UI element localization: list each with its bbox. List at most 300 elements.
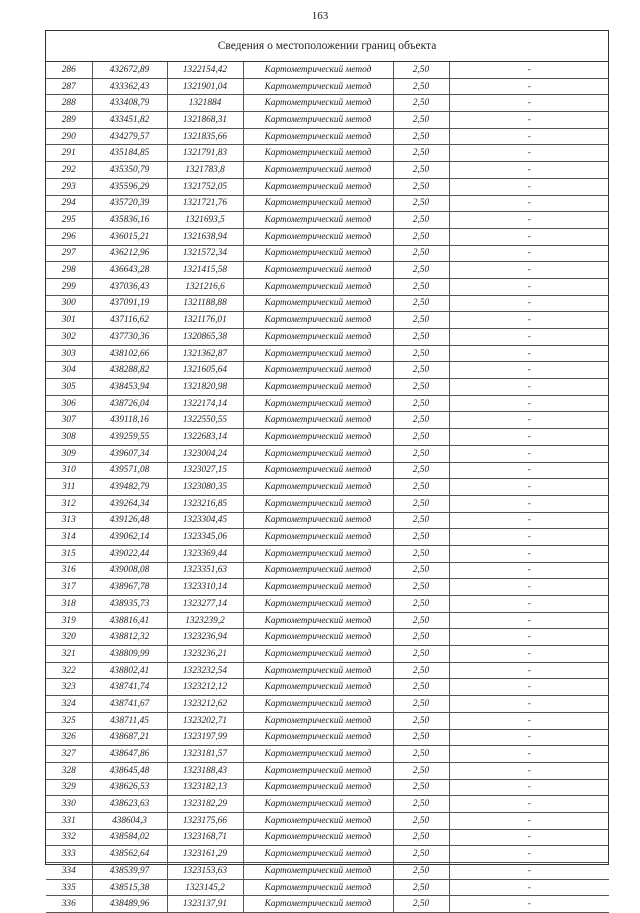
description-cell: - [449, 62, 609, 78]
point-number-cell: 322 [46, 662, 92, 679]
y-coordinate-cell: 1323236,94 [167, 629, 243, 646]
description-cell: - [449, 612, 609, 629]
table-row [46, 178, 609, 195]
description-cell: - [449, 395, 609, 412]
accuracy-cell: 2,50 [393, 679, 449, 696]
x-coordinate-cell: 438626,53 [92, 779, 167, 796]
x-coordinate-cell: 439008,08 [92, 562, 167, 579]
y-coordinate-cell: 1321638,94 [167, 228, 243, 245]
method-cell: Картометрический метод [243, 195, 393, 212]
y-coordinate-cell: 1323153,63 [167, 863, 243, 880]
point-number-cell: 286 [46, 62, 92, 78]
method-cell: Картометрический метод [243, 462, 393, 479]
y-coordinate-cell: 1321693,5 [167, 212, 243, 229]
point-number-cell: 313 [46, 512, 92, 529]
y-coordinate-cell: 1321752,05 [167, 178, 243, 195]
method-cell: Картометрический метод [243, 863, 393, 880]
description-cell: - [449, 362, 609, 379]
point-number-cell: 333 [46, 846, 92, 863]
description-cell: - [449, 195, 609, 212]
y-coordinate-cell: 1323181,57 [167, 746, 243, 763]
accuracy-cell: 2,50 [393, 95, 449, 112]
table-row [46, 78, 609, 95]
y-coordinate-cell: 1322174,14 [167, 395, 243, 412]
table-row [46, 596, 609, 613]
point-number-cell: 311 [46, 479, 92, 496]
accuracy-cell: 2,50 [393, 312, 449, 329]
accuracy-cell: 2,50 [393, 479, 449, 496]
y-coordinate-cell: 1321188,88 [167, 295, 243, 312]
x-coordinate-cell: 438562,64 [92, 846, 167, 863]
accuracy-cell: 2,50 [393, 863, 449, 880]
y-coordinate-cell: 1323236,21 [167, 646, 243, 663]
method-cell: Картометрический метод [243, 95, 393, 112]
y-coordinate-cell: 1321721,76 [167, 195, 243, 212]
point-number-cell: 290 [46, 128, 92, 145]
description-cell: - [449, 112, 609, 129]
y-coordinate-cell: 1321884 [167, 95, 243, 112]
table-row [46, 395, 609, 412]
point-number-cell: 310 [46, 462, 92, 479]
y-coordinate-cell: 1321216,6 [167, 278, 243, 295]
method-cell: Картометрический метод [243, 345, 393, 362]
accuracy-cell: 2,50 [393, 746, 449, 763]
y-coordinate-cell: 1321783,8 [167, 162, 243, 179]
method-cell: Картометрический метод [243, 629, 393, 646]
table-row [46, 612, 609, 629]
y-coordinate-cell: 1323027,15 [167, 462, 243, 479]
table-row [46, 646, 609, 663]
method-cell: Картометрический метод [243, 812, 393, 829]
y-coordinate-cell: 1323216,85 [167, 495, 243, 512]
method-cell: Картометрический метод [243, 679, 393, 696]
accuracy-cell: 2,50 [393, 212, 449, 229]
table-row [46, 412, 609, 429]
table-row [46, 312, 609, 329]
accuracy-cell: 2,50 [393, 579, 449, 596]
y-coordinate-cell: 1323202,71 [167, 712, 243, 729]
table-row [46, 379, 609, 396]
accuracy-cell: 2,50 [393, 178, 449, 195]
point-number-cell: 317 [46, 579, 92, 596]
table-row [46, 162, 609, 179]
accuracy-cell: 2,50 [393, 112, 449, 129]
method-cell: Картометрический метод [243, 312, 393, 329]
x-coordinate-cell: 438802,41 [92, 662, 167, 679]
table-title: Сведения о местоположении границ объекта [46, 31, 608, 62]
point-number-cell: 296 [46, 228, 92, 245]
x-coordinate-cell: 438687,21 [92, 729, 167, 746]
description-cell: - [449, 412, 609, 429]
table-row [46, 562, 609, 579]
method-cell: Картометрический метод [243, 696, 393, 713]
x-coordinate-cell: 439118,16 [92, 412, 167, 429]
table-row [46, 95, 609, 112]
x-coordinate-cell: 438645,48 [92, 762, 167, 779]
table-row [46, 796, 609, 813]
method-cell: Картометрический метод [243, 445, 393, 462]
description-cell: - [449, 512, 609, 529]
method-cell: Картометрический метод [243, 362, 393, 379]
table-row [46, 662, 609, 679]
method-cell: Картометрический метод [243, 78, 393, 95]
point-number-cell: 287 [46, 78, 92, 95]
method-cell: Картометрический метод [243, 879, 393, 896]
y-coordinate-cell: 1321868,31 [167, 112, 243, 129]
point-number-cell: 298 [46, 262, 92, 279]
x-coordinate-cell: 435350,79 [92, 162, 167, 179]
method-cell: Картометрический метод [243, 212, 393, 229]
table-row [46, 529, 609, 546]
description-cell: - [449, 78, 609, 95]
accuracy-cell: 2,50 [393, 395, 449, 412]
description-cell: - [449, 846, 609, 863]
description-cell: - [449, 178, 609, 195]
y-coordinate-cell: 1323182,29 [167, 796, 243, 813]
point-number-cell: 328 [46, 762, 92, 779]
accuracy-cell: 2,50 [393, 245, 449, 262]
table-row [46, 479, 609, 496]
y-coordinate-cell: 1323175,66 [167, 812, 243, 829]
accuracy-cell: 2,50 [393, 762, 449, 779]
method-cell: Картометрический метод [243, 245, 393, 262]
description-cell: - [449, 545, 609, 562]
table-row [46, 863, 609, 880]
x-coordinate-cell: 435596,29 [92, 178, 167, 195]
method-cell: Картометрический метод [243, 596, 393, 613]
point-number-cell: 292 [46, 162, 92, 179]
coordinates-table-body [46, 62, 609, 913]
table-row [46, 429, 609, 446]
x-coordinate-cell: 437091,19 [92, 295, 167, 312]
accuracy-cell: 2,50 [393, 879, 449, 896]
description-cell: - [449, 95, 609, 112]
x-coordinate-cell: 438604,3 [92, 812, 167, 829]
x-coordinate-cell: 438623,63 [92, 796, 167, 813]
point-number-cell: 289 [46, 112, 92, 129]
y-coordinate-cell: 1323212,62 [167, 696, 243, 713]
accuracy-cell: 2,50 [393, 345, 449, 362]
method-cell: Картометрический метод [243, 612, 393, 629]
method-cell: Картометрический метод [243, 62, 393, 78]
table-row [46, 462, 609, 479]
point-number-cell: 336 [46, 896, 92, 913]
point-number-cell: 305 [46, 379, 92, 396]
y-coordinate-cell: 1321362,87 [167, 345, 243, 362]
x-coordinate-cell: 435184,85 [92, 145, 167, 162]
table-row [46, 712, 609, 729]
description-cell: - [449, 596, 609, 613]
point-number-cell: 302 [46, 329, 92, 346]
y-coordinate-cell: 1321176,01 [167, 312, 243, 329]
method-cell: Картометрический метод [243, 662, 393, 679]
method-cell: Картометрический метод [243, 779, 393, 796]
y-coordinate-cell: 1321605,64 [167, 362, 243, 379]
y-coordinate-cell: 1322154,42 [167, 62, 243, 78]
description-cell: - [449, 896, 609, 913]
y-coordinate-cell: 1321415,58 [167, 262, 243, 279]
table-row [46, 362, 609, 379]
accuracy-cell: 2,50 [393, 796, 449, 813]
x-coordinate-cell: 438102,66 [92, 345, 167, 362]
point-number-cell: 291 [46, 145, 92, 162]
table-row [46, 278, 609, 295]
x-coordinate-cell: 438741,74 [92, 679, 167, 696]
description-cell: - [449, 145, 609, 162]
table-row [46, 696, 609, 713]
method-cell: Картометрический метод [243, 896, 393, 913]
method-cell: Картометрический метод [243, 579, 393, 596]
x-coordinate-cell: 438809,99 [92, 646, 167, 663]
accuracy-cell: 2,50 [393, 329, 449, 346]
x-coordinate-cell: 436212,96 [92, 245, 167, 262]
method-cell: Картометрический метод [243, 746, 393, 763]
point-number-cell: 326 [46, 729, 92, 746]
table-row [46, 195, 609, 212]
method-cell: Картометрический метод [243, 278, 393, 295]
description-cell: - [449, 529, 609, 546]
table-row [46, 729, 609, 746]
table-row [46, 779, 609, 796]
description-cell: - [449, 162, 609, 179]
description-cell: - [449, 495, 609, 512]
point-number-cell: 334 [46, 863, 92, 880]
table-row [46, 629, 609, 646]
accuracy-cell: 2,50 [393, 295, 449, 312]
y-coordinate-cell: 1321901,04 [167, 78, 243, 95]
accuracy-cell: 2,50 [393, 162, 449, 179]
accuracy-cell: 2,50 [393, 529, 449, 546]
method-cell: Картометрический метод [243, 295, 393, 312]
x-coordinate-cell: 438741,67 [92, 696, 167, 713]
y-coordinate-cell: 1323232,54 [167, 662, 243, 679]
point-number-cell: 321 [46, 646, 92, 663]
accuracy-cell: 2,50 [393, 696, 449, 713]
description-cell: - [449, 679, 609, 696]
description-cell: - [449, 128, 609, 145]
accuracy-cell: 2,50 [393, 412, 449, 429]
x-coordinate-cell: 439607,34 [92, 445, 167, 462]
description-cell: - [449, 796, 609, 813]
method-cell: Картометрический метод [243, 762, 393, 779]
method-cell: Картометрический метод [243, 495, 393, 512]
y-coordinate-cell: 1321820,98 [167, 379, 243, 396]
y-coordinate-cell: 1322550,55 [167, 412, 243, 429]
method-cell: Картометрический метод [243, 846, 393, 863]
accuracy-cell: 2,50 [393, 512, 449, 529]
x-coordinate-cell: 432672,89 [92, 62, 167, 78]
y-coordinate-cell: 1323212,12 [167, 679, 243, 696]
coordinates-table [46, 62, 609, 913]
table-row [46, 679, 609, 696]
accuracy-cell: 2,50 [393, 462, 449, 479]
accuracy-cell: 2,50 [393, 228, 449, 245]
method-cell: Картометрический метод [243, 729, 393, 746]
point-number-cell: 301 [46, 312, 92, 329]
description-cell: - [449, 629, 609, 646]
method-cell: Картометрический метод [243, 112, 393, 129]
x-coordinate-cell: 438288,82 [92, 362, 167, 379]
point-number-cell: 325 [46, 712, 92, 729]
point-number-cell: 331 [46, 812, 92, 829]
accuracy-cell: 2,50 [393, 445, 449, 462]
y-coordinate-cell: 1323137,91 [167, 896, 243, 913]
description-cell: - [449, 329, 609, 346]
accuracy-cell: 2,50 [393, 262, 449, 279]
description-cell: - [449, 562, 609, 579]
x-coordinate-cell: 439022,44 [92, 545, 167, 562]
method-cell: Картометрический метод [243, 562, 393, 579]
table-row [46, 145, 609, 162]
x-coordinate-cell: 438584,02 [92, 829, 167, 846]
point-number-cell: 316 [46, 562, 92, 579]
method-cell: Картометрический метод [243, 262, 393, 279]
y-coordinate-cell: 1321835,66 [167, 128, 243, 145]
point-number-cell: 320 [46, 629, 92, 646]
description-cell: - [449, 345, 609, 362]
x-coordinate-cell: 439264,34 [92, 495, 167, 512]
table-row [46, 579, 609, 596]
accuracy-cell: 2,50 [393, 812, 449, 829]
x-coordinate-cell: 439571,08 [92, 462, 167, 479]
point-number-cell: 306 [46, 395, 92, 412]
point-number-cell: 303 [46, 345, 92, 362]
accuracy-cell: 2,50 [393, 896, 449, 913]
y-coordinate-cell: 1323369,44 [167, 545, 243, 562]
method-cell: Картометрический метод [243, 128, 393, 145]
description-cell: - [449, 479, 609, 496]
point-number-cell: 323 [46, 679, 92, 696]
method-cell: Картометрический метод [243, 329, 393, 346]
x-coordinate-cell: 439259,55 [92, 429, 167, 446]
accuracy-cell: 2,50 [393, 596, 449, 613]
page-number: 163 [311, 10, 329, 22]
description-cell: - [449, 696, 609, 713]
method-cell: Картометрический метод [243, 712, 393, 729]
x-coordinate-cell: 436643,28 [92, 262, 167, 279]
point-number-cell: 304 [46, 362, 92, 379]
x-coordinate-cell: 433408,79 [92, 95, 167, 112]
point-number-cell: 324 [46, 696, 92, 713]
x-coordinate-cell: 438726,04 [92, 395, 167, 412]
point-number-cell: 332 [46, 829, 92, 846]
x-coordinate-cell: 438515,38 [92, 879, 167, 896]
accuracy-cell: 2,50 [393, 729, 449, 746]
method-cell: Картометрический метод [243, 479, 393, 496]
x-coordinate-cell: 439482,79 [92, 479, 167, 496]
description-cell: - [449, 863, 609, 880]
description-cell: - [449, 462, 609, 479]
accuracy-cell: 2,50 [393, 195, 449, 212]
point-number-cell: 300 [46, 295, 92, 312]
table-row [46, 345, 609, 362]
table-row [46, 329, 609, 346]
description-cell: - [449, 228, 609, 245]
y-coordinate-cell: 1323188,43 [167, 762, 243, 779]
table-row [46, 879, 609, 896]
method-cell: Картометрический метод [243, 529, 393, 546]
y-coordinate-cell: 1321791,83 [167, 145, 243, 162]
method-cell: Картометрический метод [243, 162, 393, 179]
accuracy-cell: 2,50 [393, 145, 449, 162]
table-row [46, 228, 609, 245]
description-cell: - [449, 245, 609, 262]
table-row [46, 746, 609, 763]
point-number-cell: 299 [46, 278, 92, 295]
accuracy-cell: 2,50 [393, 846, 449, 863]
description-cell: - [449, 262, 609, 279]
x-coordinate-cell: 438489,96 [92, 896, 167, 913]
description-cell: - [449, 212, 609, 229]
x-coordinate-cell: 437730,36 [92, 329, 167, 346]
accuracy-cell: 2,50 [393, 379, 449, 396]
y-coordinate-cell: 1323277,14 [167, 596, 243, 613]
method-cell: Картометрический метод [243, 395, 393, 412]
point-number-cell: 335 [46, 879, 92, 896]
description-cell: - [449, 729, 609, 746]
point-number-cell: 312 [46, 495, 92, 512]
table-row [46, 212, 609, 229]
table-row [46, 128, 609, 145]
description-cell: - [449, 879, 609, 896]
y-coordinate-cell: 1323197,99 [167, 729, 243, 746]
description-cell: - [449, 295, 609, 312]
point-number-cell: 297 [46, 245, 92, 262]
method-cell: Картометрический метод [243, 178, 393, 195]
y-coordinate-cell: 1323145,2 [167, 879, 243, 896]
accuracy-cell: 2,50 [393, 78, 449, 95]
accuracy-cell: 2,50 [393, 662, 449, 679]
x-coordinate-cell: 433362,43 [92, 78, 167, 95]
description-cell: - [449, 762, 609, 779]
x-coordinate-cell: 435720,39 [92, 195, 167, 212]
description-cell: - [449, 579, 609, 596]
point-number-cell: 319 [46, 612, 92, 629]
method-cell: Картометрический метод [243, 429, 393, 446]
table-row [46, 545, 609, 562]
y-coordinate-cell: 1323239,2 [167, 612, 243, 629]
description-cell: - [449, 779, 609, 796]
y-coordinate-cell: 1323080,35 [167, 479, 243, 496]
accuracy-cell: 2,50 [393, 562, 449, 579]
accuracy-cell: 2,50 [393, 612, 449, 629]
accuracy-cell: 2,50 [393, 646, 449, 663]
method-cell: Картометрический метод [243, 545, 393, 562]
y-coordinate-cell: 1321572,34 [167, 245, 243, 262]
table-row [46, 846, 609, 863]
accuracy-cell: 2,50 [393, 362, 449, 379]
accuracy-cell: 2,50 [393, 128, 449, 145]
description-cell: - [449, 379, 609, 396]
x-coordinate-cell: 436015,21 [92, 228, 167, 245]
x-coordinate-cell: 437116,62 [92, 312, 167, 329]
x-coordinate-cell: 438935,73 [92, 596, 167, 613]
method-cell: Картометрический метод [243, 145, 393, 162]
accuracy-cell: 2,50 [393, 429, 449, 446]
description-cell: - [449, 445, 609, 462]
accuracy-cell: 2,50 [393, 779, 449, 796]
accuracy-cell: 2,50 [393, 712, 449, 729]
method-cell: Картометрический метод [243, 228, 393, 245]
table-row [46, 262, 609, 279]
table-row [46, 762, 609, 779]
y-coordinate-cell: 1323304,45 [167, 512, 243, 529]
y-coordinate-cell: 1323182,13 [167, 779, 243, 796]
x-coordinate-cell: 439126,48 [92, 512, 167, 529]
point-number-cell: 329 [46, 779, 92, 796]
point-number-cell: 294 [46, 195, 92, 212]
table-row [46, 112, 609, 129]
